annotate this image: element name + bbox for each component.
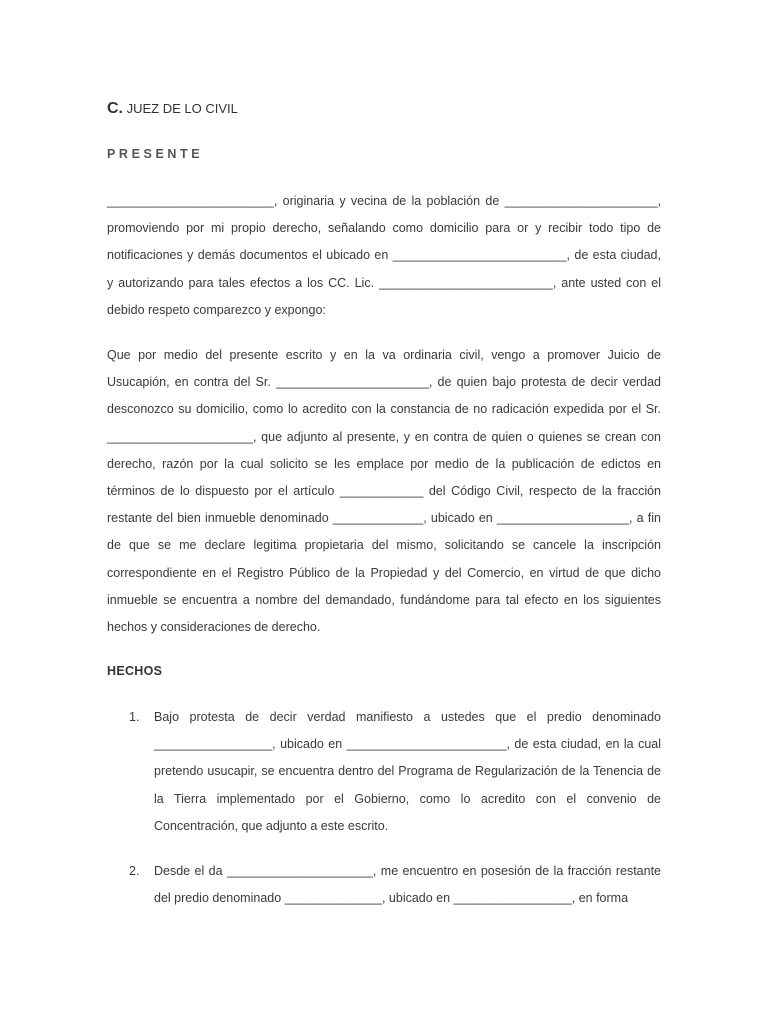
addressee-heading [107,100,238,118]
heading-prefix: C. [107,100,123,117]
intro-paragraph: ________________________, originaria y vecina de la población de ______________________, promoviendo por mi propio derecho, señalando como domicilio para or y recibir todo tipo de notificaciones y demás documentos el ubicado en _________________________, de esta ciudad, y autorizando para tales efectos a los CC. Lic. _________________________, ante usted con el debido respeto comparezco y expongo: [107,194,661,317]
presente-label: PRESENTE [107,147,204,161]
heading-title: JUEZ DE LO CIVIL [123,101,238,116]
list-item-text: Bajo protesta de decir verdad manifiesto a ustedes que el predio denominado _________________, ubicado en _______________________, de esta ciudad, en la cual pretendo usucapir, se encuentra dentro del Programa de Regularización de la Tenencia de la Tierra implementado por el Gobierno, como lo acredito con el convenio de Concentración, que adjunto a este escrito. [154,710,661,833]
list-item-number: 1. [129,710,140,724]
petition-paragraph: Que por medio del presente escrito y en la va ordinaria civil, vengo a promover Juicio de Usucapión, en contra del Sr. ______________________, de quien bajo protesta de decir verdad desconozco su domicilio, como lo acredito con la constancia de no radicación expedida por el Sr. _____________________, que adjunto al presente, y en contra de quien o quienes se crean con derecho, razón por la cual solicito se les emplace por medio de la publicación de edictos en términos de lo dispuesto por el artículo ____________ del Código Civil, respecto de la fracción restante del bien inmueble denominado _____________, ubicado en ___________________, a fin de que se me declare legitima propietaria del mismo, solicitando se cancele la inscripción correspondiente en el Registro Público de la Propiedad y del Comercio, en virtud de que dicho inmueble se encuentra a nombre del demandado, fundándome para tal efecto en los siguientes hechos y consideraciones de derecho. [107,348,661,635]
hechos-title: HECHOS [107,664,163,678]
list-item-text: Desde el da _____________________, me encuentro en posesión de la fracción restante del predio denominado ______________, ubicado en _________________, en forma [154,864,661,906]
list-item-number: 2. [129,864,140,878]
